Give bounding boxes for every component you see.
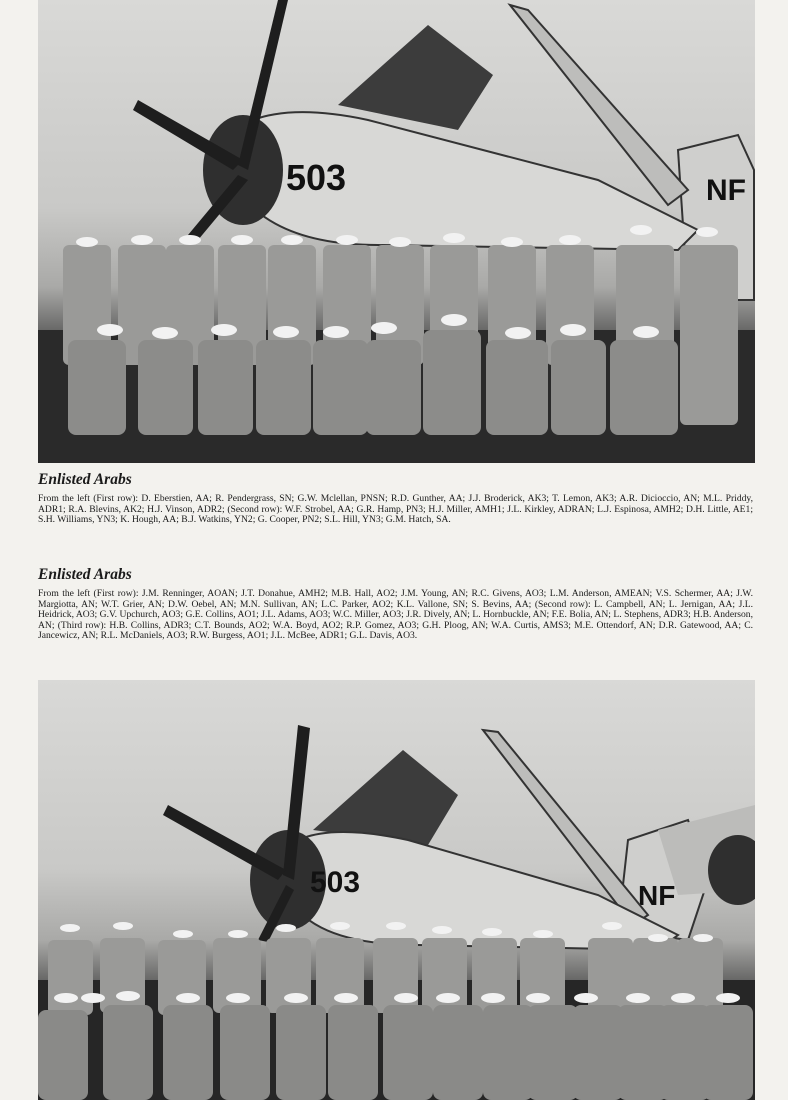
- aircraft-illustration-top: [38, 0, 755, 463]
- group-photo-bottom: [38, 680, 755, 1100]
- aircraft-number-bottom: 503: [310, 866, 361, 899]
- aircraft-illustration-bottom: [38, 680, 755, 1100]
- aircraft-number-top: 503: [286, 157, 347, 198]
- caption-text: From the left (First row): J.M. Renninger, AOAN; J.T. Donahue, AMH2; M.B. Hall, AO2; J.M. Young, AN; R.C. Givens, AO3; L.M. Anderson, AMEAN; V.S. Schermer, AA; J.W. Margiotta, AN; W.T. Grier, AN; D.W. Oebel, AN; M.N. Sullivan, AN; L.C. Parker, AO2; K.L. Vallone, SN; S. Bevins, AA; (Second row): L. Campbell, AN; L. Jernigan, AA; J.L. Heidrick, AO3; G.V. Upchurch, AO3; G.E. Collins, AO1; J.L. Adams, AO3; W.C. Miller, AO3; J.R. Dively, AN; L. Hornbuckle, AN; F.E. Bolia, AN; L. Stephens, ADR3; H.B. Anderson, AN; (Third row): H.B. Collins, ADR3; C.T. Bounds, AO2; W.A. Boyd, AO2; R.P. Gomez, AO3; G.H. Ploog, AN; W.A. Curtis, AMS3; M.E. Ottendorf, AN; D.R. Gatewood, AA; C. Jancewicz, AN; R.L. McDaniels, AO3; R.W. Burgess, AO1; J.L. McBee, ADR1; G.L. Davis, AO3.: [38, 588, 753, 642]
- section-heading: Enlisted Arabs: [38, 566, 132, 583]
- group-photo-top: [38, 0, 755, 463]
- tail-code-top: NF: [706, 174, 746, 207]
- caption-text: From the left (First row): D. Eberstien, AA; R. Pendergrass, SN; G.W. Mclellan, PNSN; R.D. Gunther, AA; J.J. Broderick, AK3; T. Lemon, AK3; A.R. Dicioccio, AN; M.L. Priddy, ADR1; R.A. Blevins, AK2; H.J. Vinson, ADR2; (Second row): W.F. Strobel, AA; G.R. Hamp, PN3; H.J. Miller, AMH1; J.L. Kirkley, ADRAN; L.J. Espinosa, AMH2; D.H. Little, AE1; S.H. Williams, YN3; K. Hough, AA; B.J. Watkins, YN2; G. Cooper, PN2; S.L. Hill, YN3; G.M. Hatch, SA.: [38, 493, 753, 526]
- tail-code-bottom: NF: [638, 880, 676, 911]
- caption-block-2: [38, 566, 753, 642]
- section-heading: Enlisted Arabs: [38, 471, 132, 488]
- caption-block-1: [38, 471, 753, 526]
